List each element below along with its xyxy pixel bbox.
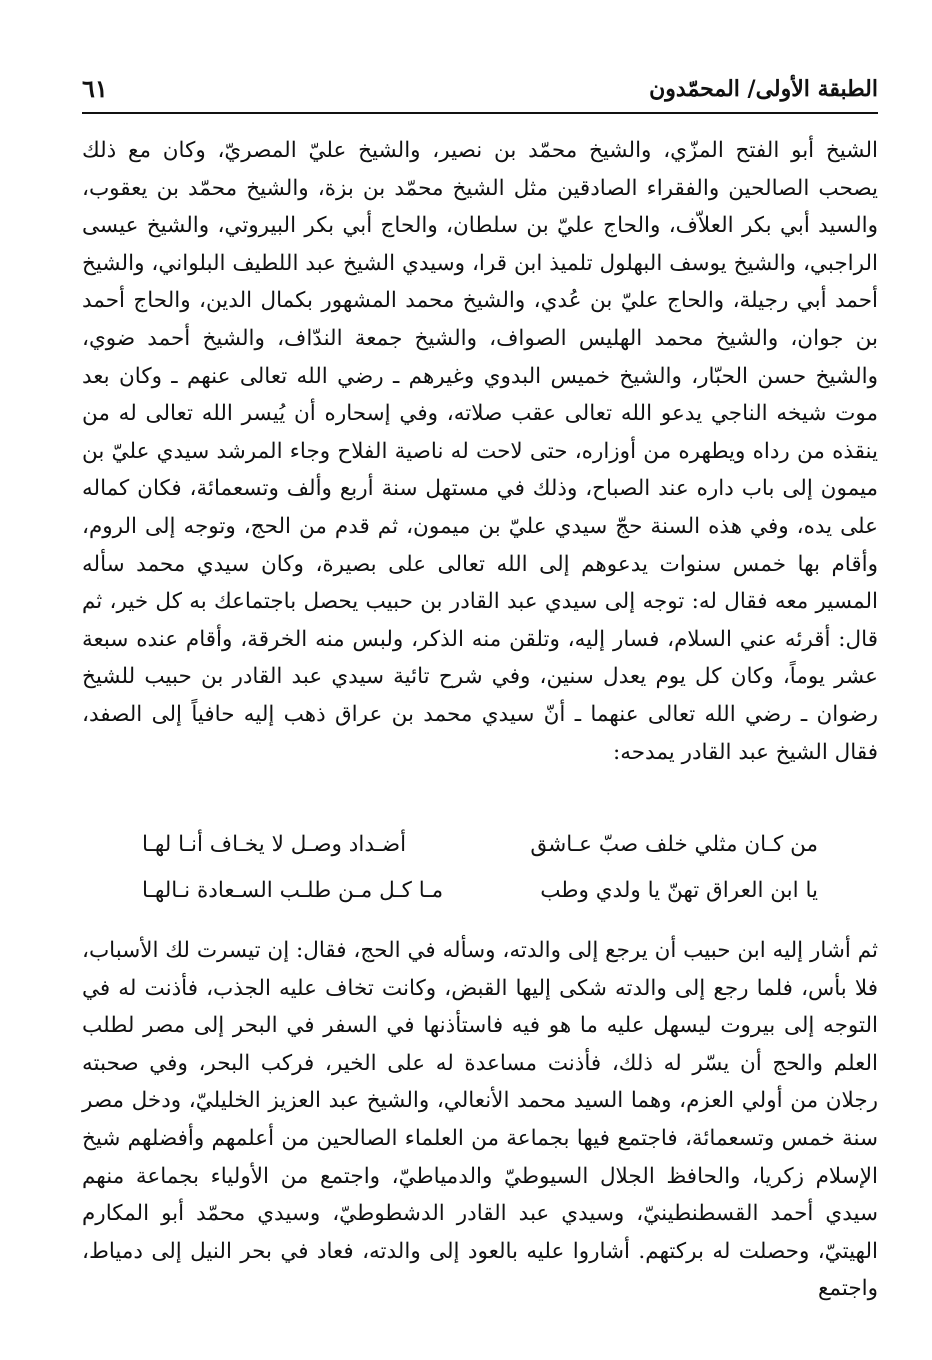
body-paragraph-2: ثم أشار إليه ابن حبيب أن يرجع إلى والدته، وسأله في الحج، فقال: إن تيسرت لك الأسباب، فلا بأس، فلما رجع إلى والدته شكى إليها القبض، وكانت تخاف عليه الجذب، فأذنت له في التوجه إلى بيروت ليسهل عليه ما هو فيه فاستأذنها في السفر في البحر إلى مصر لطلب العلم والحج أن يسّر له ذلك، فأذنت مساعدة له على الخير، فركب البحر، وفي صحبته رجلان من أولي العزم، وهما السيد محمد الأنعالي، والشيخ عبد العزيز الخليليّ، ودخل مصر سنة خمس وتسعمائة، فاجتمع فيها بجماعة من العلماء الصالحين من أعلمهم وأفضلهم شيخ الإسلام زكريا، والحافظ الجلال السيوطيّ والدمياطيّ، واجتمع من الأولياء بجماعة منهم سيدي أحمد القسطنطينيّ، وسيدي عبد القادر الدشطوطيّ، وسيدي محمّد أبو المكارم الهيتيّ، وحصلت له بركتهم. أشاروا عليه بالعود إلى والدته، فعاد في بحر النيل إلى دمياط، واجتمع bbox=[82, 938, 878, 1302]
body-paragraph-1: الشيخ أبو الفتح المزّي، والشيخ محمّد بن نصير، والشيخ عليّ المصريّ، وكان مع ذلك يصحب الصالحين والفقراء الصادقين مثل الشيخ محمّد بن بزة، والشيخ محمّد بن يعقوب، والسيد أبي بكر العلاّف، والحاج عليّ بن سلطان، والحاج أبي بكر البيروتي، والشيخ عيسى الراجبي، والشيخ يوسف البهلول تلميذ ابن قرا، وسيدي الشيخ عبد اللطيف البلواني، والشيخ أحمد أبي رجيلة، والحاج عليّ بن عُدي، والشيخ محمد المشهور بكمال الدين، والحاج أحمد بن جوان، والشيخ محمد الهليس الصواف، والشيخ جمعة الندّاف، والشيخ أحمد ضوي، والشيخ حسن الحبّار، والشيخ خميس البدوي وغيرهم ـ رضي الله تعالى عنهم ـ وكان بعد موت شيخه الناجي يدعو الله تعالى عقب صلاته، وفي إسحاره أن يُيسر الله تعالى له من ينقذه من رداه ويطهره من أوزاره، حتى لاحت له ناصية الفلاح وجاء المرشد سيدي عليّ بن ميمون إلى باب داره عند الصباح، وذلك في مستهل سنة أربع وألف وتسعمائة، فكان كماله على يده، وفي هذه السنة حجّ سيدي عليّ بن ميمون، ثم قدم من الحج، وتوجه إلى الروم، وأقام بها خمس سنوات يدعوهم إلى الله تعالى على بصيرة، وكان سيدي محمد سأله المسير معه فقال له: توجه إلى سيدي عبد القادر بن حبيب يحصل باجتماعك به كل خير، ثم قال: أقرئه عني السلام، فسار إليه، وتلقن منه الذكر، ولبس منه الخرقة، وأقام عنده سبعة عشر يوماً، وكان كل يوم يعدل سنين، وفي شرح تائية سيدي عبد القادر بن حبيب للشيخ رضوان ـ رضي الله تعالى عنهما ـ أنّ سيدي محمد بن عراق ذهب إليه حافياً إلى الصفد، فقال الشيخ عبد القادر يمدحه: bbox=[82, 138, 878, 765]
verse-2-first-hemistich: يا ابن العراق تهنّ يا ولدي وطب bbox=[540, 878, 818, 903]
poem-verses bbox=[82, 826, 878, 918]
poem-verse-1 bbox=[82, 826, 878, 872]
running-title: الطبقة الأولى/ المحمّدون bbox=[649, 76, 878, 102]
verse-1-second-hemistich: أضـداد وصـل لا يخـاف أنـا لهـا bbox=[142, 832, 407, 857]
verse-1-first-hemistich: من كـان مثلي خلف صبّ عـاشق bbox=[530, 832, 818, 857]
page-number: ٦١ bbox=[82, 74, 108, 103]
verse-2-second-hemistich: مـا كـل مـن طلـب السـعادة نـالهـا bbox=[142, 878, 444, 903]
poem-verse-2 bbox=[82, 872, 878, 918]
page-header bbox=[82, 68, 878, 108]
header-divider bbox=[82, 112, 878, 114]
